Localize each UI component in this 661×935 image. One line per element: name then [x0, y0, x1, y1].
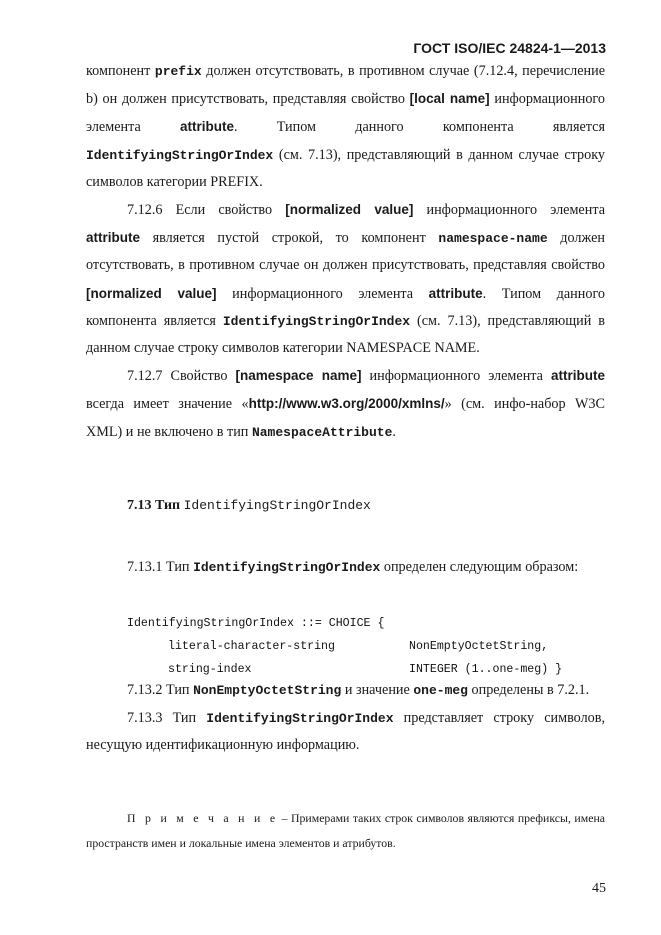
- code-line: literal-character-string NonEmptyOctetString,: [168, 640, 549, 653]
- paragraph-7-12-7: 7.12.7 Свойство [namespace name] информационного элемента attribute всегда имеет значение «http://www.w3.org/2000/xmlns/» (см. инфо-набор W3C XML) и не включено в тип NamespaceAttribute.: [86, 368, 605, 440]
- paragraph-7-13-2: 7.13.2 Тип NonEmptyOctetString и значение one-meg определены в 7.2.1.: [127, 682, 590, 698]
- xmlns-url: http://www.w3.org/2000/xmlns/: [248, 396, 445, 412]
- section-heading-7-13: 7.13 Тип IdentifyingStringOrIndex: [127, 498, 371, 513]
- note-text: – Примерами таких строк символов являются префиксы, имена пространств имен и локальные имена элементов и атрибутов.: [86, 811, 605, 850]
- body-text-upper: [86, 58, 605, 446]
- body-text-lower: [86, 677, 605, 760]
- paragraph-7-13-3: 7.13.3 Тип IdentifyingStringOrIndex представляет строку символов, несущую идентификационную информацию.: [86, 710, 606, 754]
- document-header: ГОСТ ISO/IEC 24824-1—2013: [413, 40, 606, 56]
- code-line: IdentifyingStringOrIndex ::= CHOICE {: [127, 617, 385, 630]
- paragraph-7-12-6: 7.12.6 Если свойство [normalized value] информационного элемента attribute является пустой строкой, то компонент namespace-name должен отсутствовать, в противном случае он должен присутствовать, представляя свойство [normalized value] информационного элемента attribute. Типом данного компонента является IdentifyingStringOrIndex (см. 7.13), представляющий в данном случае строку символов категории NAMESPACE NAME.: [86, 202, 606, 357]
- page-number: 45: [592, 881, 606, 896]
- note-label: П р и м е ч а н и е: [127, 811, 279, 825]
- note: [86, 806, 605, 856]
- paragraph-7-12-5-continuation: компонент prefix должен отсутствовать, в противном случае (7.12.4, перечисление b) он должен присутствовать, представляя свойство [local name] информационного элемента attribute. Типом данного компонента является IdentifyingStringOrIndex (см. 7.13), представляющий в данном случае строку символов категории PREFIX.: [86, 63, 605, 190]
- body-text-7-13-1: [86, 554, 605, 581]
- asn1-code-block: [127, 612, 562, 681]
- code-line: string-index INTEGER (1..one-meg) }: [168, 663, 563, 676]
- paragraph-7-13-1: 7.13.1 Тип IdentifyingStringOrIndex определен следующим образом:: [127, 559, 579, 575]
